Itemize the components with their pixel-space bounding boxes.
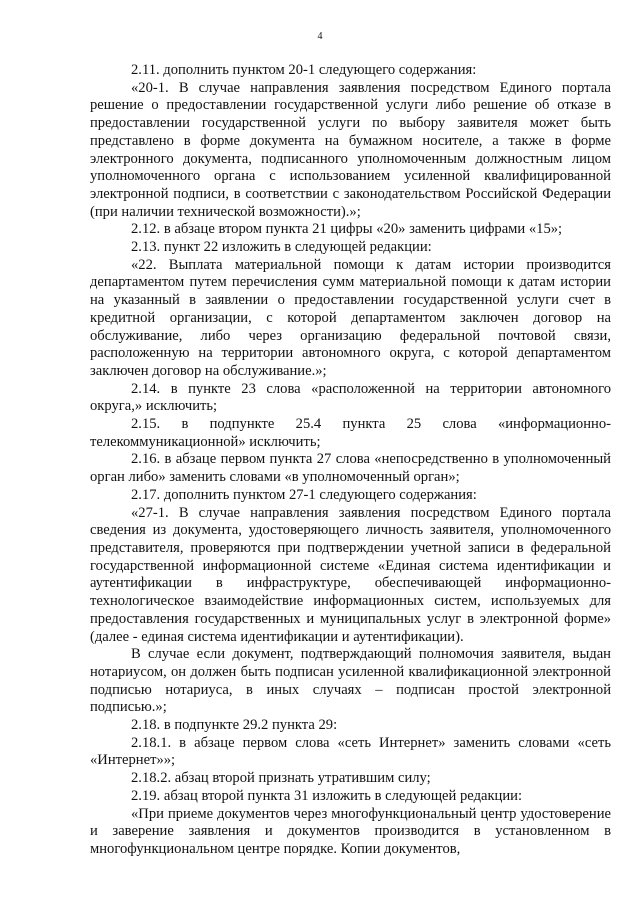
paragraph-2-19: 2.19. абзац второй пункта 31 изложить в следующей редакции: [131, 787, 523, 804]
paragraph-20-1-text: «20-1. В случае направления заявления посредством Единого портала решение о предоставлении государственной услуги либо решение об отказе в предоставлении государственной услуги по выбору заявителя может быть представлено в форме документа на бумажном носителе, а также в форме электронного документа, подписанного уполномоченным должностным лицом уполномоченного органа с использованием усиленной квалифицированной электронной подписи, в соответствии с законодательством Российской Федерации (при наличии технической возможности).»; [90, 79, 611, 220]
paragraph-2-18: 2.18. в подпункте 29.2 пункта 29: [131, 717, 338, 734]
paragraph-2-16: 2.16. в абзаце первом пункта 27 слова «непосредственно в уполномоченный орган либо» заменить словами «в уполномоченный орган»; [90, 451, 611, 486]
document-body [90, 62, 611, 859]
paragraph-22-text: «22. Выплата материальной помощи к датам истории производится департаментом путем перечисления сумм материальной помощи к датам истории на указанный в заявлении о предоставлении государственной услуги счет в кредитной организации, с которой департаментом заключен договор на обслуживание, либо через организацию федеральной почтовой связи, расположенную на территории автономного округа, с которой департаментом заключен договор на обслуживание.»; [90, 256, 611, 379]
paragraph-2-18-1: 2.18.1. в абзаце первом слова «сеть Интернет» заменить словами «сеть «Интернет»»; [90, 734, 611, 769]
paragraph-2-14: 2.14. в пункте 23 слова «расположенной на территории автономного округа,» исключить; [90, 380, 611, 415]
paragraph-2-17: 2.17. дополнить пунктом 27-1 следующего содержания: [131, 486, 477, 503]
paragraph-27-1-text: «27-1. В случае направления заявления посредством Единого портала сведения из документа, удостоверяющего личность заявителя, уполномоченного представителя, проверяются при подтверждении учетной записи в федеральной государственной информационной системе «Единая система идентификации и аутентификации в инфраструктуре, обеспечивающей информационно-технологическое взаимодействие информационных систем, используемых для предоставления государственных и муниципальных услуг в электронной форме» (далее - единая система идентификации и аутентификации). [90, 504, 611, 645]
paragraph-2-11: 2.11. дополнить пунктом 20-1 следующего содержания: [131, 62, 477, 78]
paragraph-2-18-2: 2.18.2. абзац второй признать утратившим силу; [131, 770, 431, 787]
paragraph-31-text: «При приеме документов через многофункциональный центр удостоверение и заверение заявления и документов производится в установленном в многофункциональном центре порядке. Копии документов, [90, 805, 611, 857]
page-number: 4 [317, 31, 323, 42]
paragraph-27-1-second: В случае если документ, подтверждающий полномочия заявителя, выдан нотариусом, он должен быть подписан усиленной квалификационной электронной подписью нотариуса, в иных случаях – подписан простой электронной подписью.»; [90, 646, 611, 716]
paragraph-2-15: 2.15. в подпункте 25.4 пункта 25 слова «информационно-телекоммуникационной» исключить; [90, 416, 611, 450]
paragraph-2-13: 2.13. пункт 22 изложить в следующей редакции: [131, 239, 432, 256]
paragraph-2-12: 2.12. в абзаце втором пункта 21 цифры «20» заменить цифрами «15»; [131, 221, 563, 238]
